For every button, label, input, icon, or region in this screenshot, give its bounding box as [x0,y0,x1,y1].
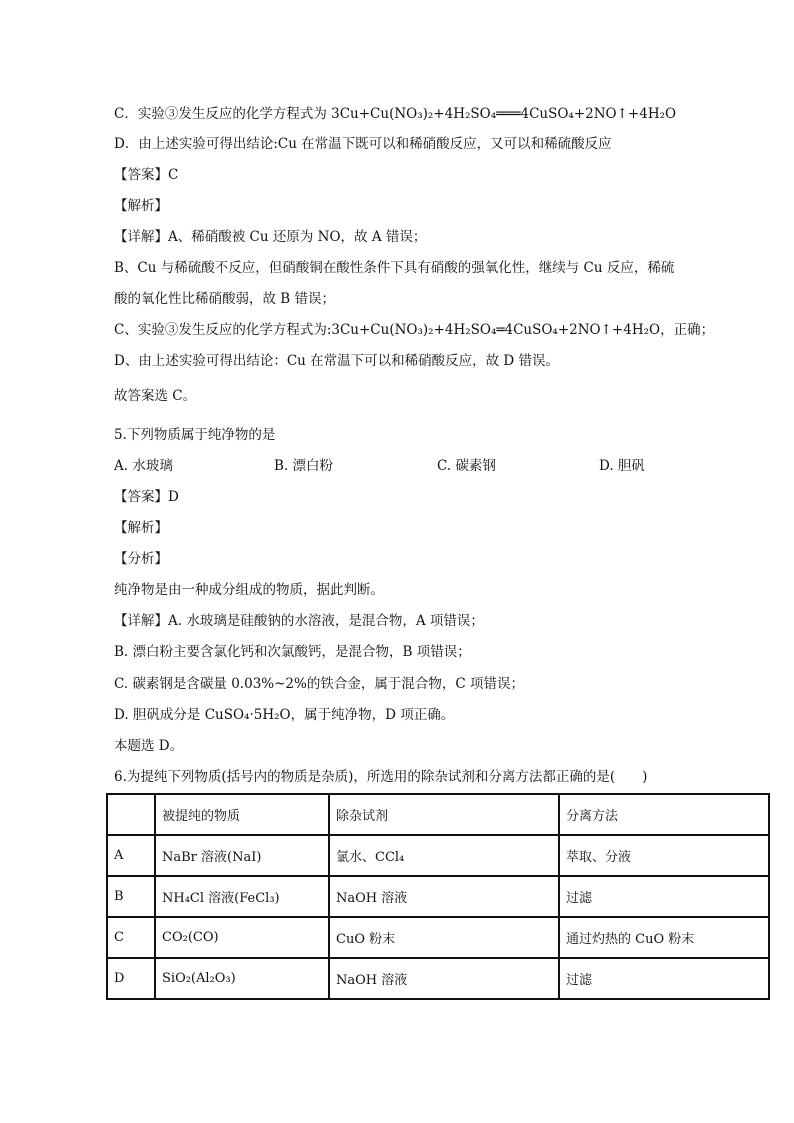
table-header-row [107,794,769,835]
table-cell: CO₂(CO) [155,917,329,958]
table-row [107,835,769,876]
table-header-cell: 分离方法 [559,794,769,835]
table-row [107,958,769,999]
answer-label-5: 【答案】D [114,489,179,505]
answer-label: 【答案】C [114,167,179,183]
table-header-cell: 除杂试剂 [329,794,559,835]
question-5: 5.下列物质属于纯净物的是 [114,427,276,443]
table-cell: 过滤 [559,958,769,999]
breakdown-label-5: 【分析】 [114,551,168,567]
option-c-text: C．实验③发生反应的化学方程式为 3Cu+Cu(NO₃)₂+4H₂SO₄═══4CuSO₄+2NO↑+4H₂O [114,106,677,122]
table-cell: A [107,835,155,876]
detail-b-line2: 酸的氧化性比稀硝酸弱，故 B 错误； [114,291,336,307]
detail-b-line1: B、Cu 与稀硫酸不反应，但硝酸铜在酸性条件下具有硝酸的强氧化性，继续与 Cu 反应，稀硫 [114,260,675,276]
table-cell: 通过灼热的 CuO 粉末 [559,917,769,958]
detail-d: D、由上述实验可得出结论：Cu 在常温下可以和稀硝酸反应，故 D 错误。 [114,353,560,369]
table-cell: D [107,958,155,999]
detail-5d: D. 胆矾成分是 CuSO₄·5H₂O，属于纯净物，D 项正确。 [114,707,455,723]
analysis-label-5: 【解析】 [114,520,168,536]
table-cell: C [107,917,155,958]
table-row [107,876,769,917]
question-6: 6.为提纯下列物质(括号内的物质是杂质)，所选用的除杂试剂和分离方法都正确的是( ) [114,769,648,785]
detail-a: 【详解】A、稀硝酸被 Cu 还原为 NO，故 A 错误； [114,229,427,245]
table-cell: 氯水、CCl₄ [329,835,559,876]
table-header-cell [107,794,155,835]
conclusion-5: 本题选 D。 [114,738,184,754]
q5-option-d: D. 胆矾 [599,458,645,474]
table-cell: B [107,876,155,917]
analysis-label: 【解析】 [114,198,168,214]
option-d-text: D．由上述实验可得出结论:Cu 在常温下既可以和稀硝酸反应，又可以和稀硫酸反应 [114,136,612,152]
purification-table [106,793,770,1000]
question-5-options [114,456,674,476]
table-cell: NaOH 溶液 [329,958,559,999]
table-row [107,917,769,958]
table-cell: NaBr 溶液(NaI) [155,835,329,876]
definition-text: 纯净物是由一种成分组成的物质，据此判断。 [114,582,384,598]
table-cell: CuO 粉末 [329,917,559,958]
q5-option-b: B. 漂白粉 [274,458,334,474]
table-cell: NaOH 溶液 [329,876,559,917]
detail-5a: 【详解】A. 水玻璃是硅酸钠的水溶液，是混合物，A 项错误； [114,613,484,629]
table-cell: 萃取、分液 [559,835,769,876]
detail-5b: B. 漂白粉主要含氯化钙和次氯酸钙，是混合物，B 项错误； [114,644,471,660]
detail-5c: C. 碳素钢是含碳量 0.03%~2%的铁合金，属于混合物，C 项错误； [114,676,524,692]
table-cell: 过滤 [559,876,769,917]
conclusion: 故答案选 C。 [114,388,197,404]
table-cell: SiO₂(Al₂O₃) [155,958,329,999]
table-cell: NH₄Cl 溶液(FeCl₃) [155,876,329,917]
detail-c: C、实验③发生反应的化学方程式为:3Cu+Cu(NO₃)₂+4H₂SO₄═4CuSO₄+2NO↑+4H₂O，正确； [114,322,715,338]
table-header-cell: 被提纯的物质 [155,794,329,835]
q5-option-c: C. 碳素钢 [437,458,496,474]
q5-option-a: A. 水玻璃 [114,458,173,474]
